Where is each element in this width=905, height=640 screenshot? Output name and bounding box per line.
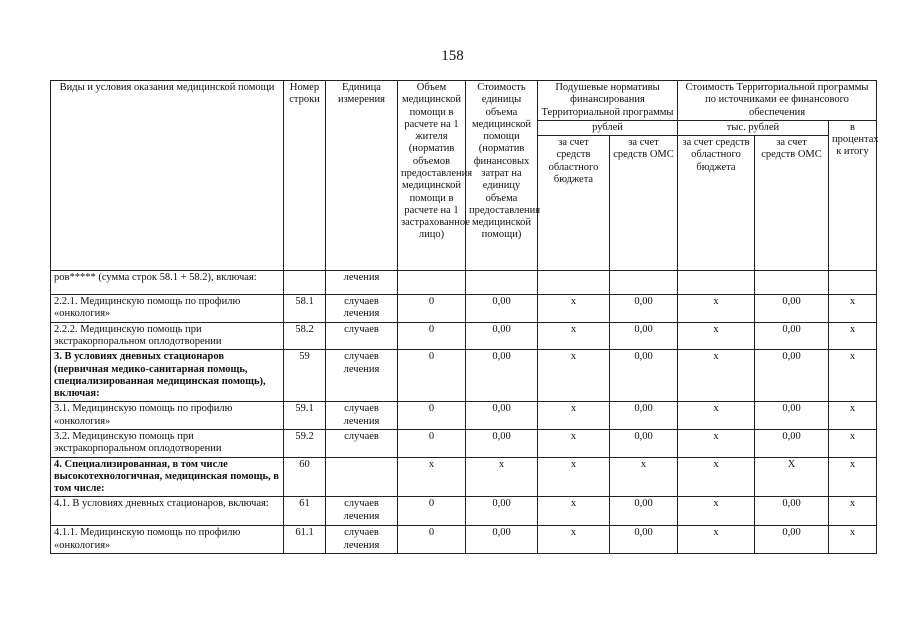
row-percent: х	[829, 526, 877, 554]
row-pr-oms: 0,00	[755, 526, 829, 554]
row-name: 3.2. Медицинскую помощь при экстракорпоральном оплодотворении	[51, 429, 284, 457]
header-pc-regional-budget: за счет средств областного бюджета	[538, 136, 610, 271]
header-percent: в процентах к итогу	[829, 120, 877, 270]
row-percent: х	[829, 402, 877, 430]
row-unit: случаев лечения	[326, 526, 398, 554]
row-pc-budget: х	[538, 402, 610, 430]
row-volume: 0	[398, 350, 466, 402]
row-number: 59	[284, 350, 326, 402]
row-pr-budget	[678, 271, 755, 295]
row-pc-oms: 0,00	[610, 295, 678, 323]
row-volume: 0	[398, 497, 466, 526]
header-kinds: Виды и условия оказания медицинской помощи	[51, 81, 284, 271]
row-number: 61.1	[284, 526, 326, 554]
header-cost: Стоимость единицы объема медицинской помощи (норматив финансовых затрат на единицу объема предоставления медицинской помощи)	[466, 81, 538, 271]
header-per-capita: Подушевые нормативы финансирования Территориальной программы	[538, 81, 678, 121]
row-percent: х	[829, 350, 877, 402]
row-pc-oms: х	[610, 457, 678, 497]
row-pc-budget: х	[538, 429, 610, 457]
row-name: 2.2.1. Медицинскую помощь по профилю «онкология»	[51, 295, 284, 323]
row-pr-oms	[755, 271, 829, 295]
row-number: 59.2	[284, 429, 326, 457]
row-cost: х	[466, 457, 538, 497]
row-pr-oms: 0,00	[755, 497, 829, 526]
row-percent: х	[829, 295, 877, 323]
row-name: 3.1. Медицинскую помощь по профилю «онкология»	[51, 402, 284, 430]
row-unit	[326, 457, 398, 497]
row-pr-budget: х	[678, 350, 755, 402]
row-number: 61	[284, 497, 326, 526]
row-unit: случаев	[326, 429, 398, 457]
header-pr-regional-budget: за счет средств областного бюджета	[678, 136, 755, 271]
row-pc-oms: 0,00	[610, 526, 678, 554]
row-pr-budget: х	[678, 497, 755, 526]
row-pr-budget: х	[678, 402, 755, 430]
header-unit: Единица измерения	[326, 81, 398, 271]
header-pr-oms: за счет средств ОМС	[755, 136, 829, 271]
row-cost	[466, 271, 538, 295]
header-thousand-rubles: тыс. рублей	[678, 120, 829, 135]
table-row	[51, 402, 877, 430]
row-pr-oms: 0,00	[755, 322, 829, 350]
row-unit: случаев лечения	[326, 497, 398, 526]
table-row	[51, 295, 877, 323]
row-pr-budget: х	[678, 322, 755, 350]
row-pc-oms: 0,00	[610, 322, 678, 350]
row-number: 58.2	[284, 322, 326, 350]
row-cost: 0,00	[466, 429, 538, 457]
row-pc-budget: х	[538, 497, 610, 526]
row-volume: 0	[398, 295, 466, 323]
row-cost: 0,00	[466, 350, 538, 402]
header-row-number: Номер строки	[284, 81, 326, 271]
table-row	[51, 429, 877, 457]
row-pr-oms: 0,00	[755, 295, 829, 323]
row-percent: х	[829, 322, 877, 350]
row-pc-oms: 0,00	[610, 497, 678, 526]
row-pr-budget: х	[678, 526, 755, 554]
row-volume	[398, 271, 466, 295]
row-name: 4.1. В условиях дневных стационаров, включая:	[51, 497, 284, 526]
row-name: 3. В условиях дневных стационаров (первичная медико-санитарная помощь, специализированная медицинская помощь), включая:	[51, 350, 284, 402]
table-row	[51, 350, 877, 402]
table-row	[51, 457, 877, 497]
row-pr-budget: х	[678, 295, 755, 323]
row-name: ров***** (сумма строк 58.1 + 58.2), включая:	[51, 271, 284, 295]
row-cost: 0,00	[466, 295, 538, 323]
row-pr-oms: 0,00	[755, 429, 829, 457]
row-cost: 0,00	[466, 322, 538, 350]
row-unit: случаев	[326, 322, 398, 350]
row-number: 58.1	[284, 295, 326, 323]
row-unit: случаев лечения	[326, 295, 398, 323]
row-pr-oms: 0,00	[755, 350, 829, 402]
table-row	[51, 526, 877, 554]
row-percent: х	[829, 457, 877, 497]
row-pc-budget: х	[538, 457, 610, 497]
table-body	[51, 271, 877, 554]
header-rubles: рублей	[538, 120, 678, 135]
financing-table	[50, 80, 877, 554]
row-percent	[829, 271, 877, 295]
row-volume: х	[398, 457, 466, 497]
row-pr-oms: 0,00	[755, 402, 829, 430]
row-name: 4. Специализированная, в том числе высокотехнологичная, медицинская помощь, в том числе:	[51, 457, 284, 497]
row-pc-budget	[538, 271, 610, 295]
row-pc-budget: х	[538, 526, 610, 554]
row-pc-oms: 0,00	[610, 429, 678, 457]
row-pr-budget: х	[678, 457, 755, 497]
row-cost: 0,00	[466, 526, 538, 554]
row-pr-oms: Х	[755, 457, 829, 497]
row-unit: лечения	[326, 271, 398, 295]
header-volume: Объем медицинской помощи в расчете на 1 жителя (норматив объемов предоставления медицинской помощи в расчете на 1 застрахованное лицо)	[398, 81, 466, 271]
row-pc-budget: х	[538, 350, 610, 402]
row-volume: 0	[398, 429, 466, 457]
row-number: 60	[284, 457, 326, 497]
row-cost: 0,00	[466, 402, 538, 430]
header-program-cost: Стоимость Территориальной программы по источниками ее финансового обеспечения	[678, 81, 877, 121]
row-volume: 0	[398, 526, 466, 554]
header-pc-oms: за счет средств ОМС	[610, 136, 678, 271]
row-unit: случаев лечения	[326, 402, 398, 430]
row-volume: 0	[398, 322, 466, 350]
row-pr-budget: х	[678, 429, 755, 457]
row-name: 4.1.1. Медицинскую помощь по профилю «онкология»	[51, 526, 284, 554]
row-pc-oms	[610, 271, 678, 295]
row-pc-oms: 0,00	[610, 402, 678, 430]
row-number	[284, 271, 326, 295]
row-percent: х	[829, 429, 877, 457]
row-volume: 0	[398, 402, 466, 430]
row-pc-oms: 0,00	[610, 350, 678, 402]
row-name: 2.2.2. Медицинскую помощь при экстракорпоральном оплодотворении	[51, 322, 284, 350]
table-row	[51, 271, 877, 295]
table-row	[51, 322, 877, 350]
table-row	[51, 497, 877, 526]
row-cost: 0,00	[466, 497, 538, 526]
row-pc-budget: х	[538, 322, 610, 350]
row-number: 59.1	[284, 402, 326, 430]
row-pc-budget: х	[538, 295, 610, 323]
row-unit: случаев лечения	[326, 350, 398, 402]
page-number: 158	[441, 48, 464, 64]
row-percent: х	[829, 497, 877, 526]
